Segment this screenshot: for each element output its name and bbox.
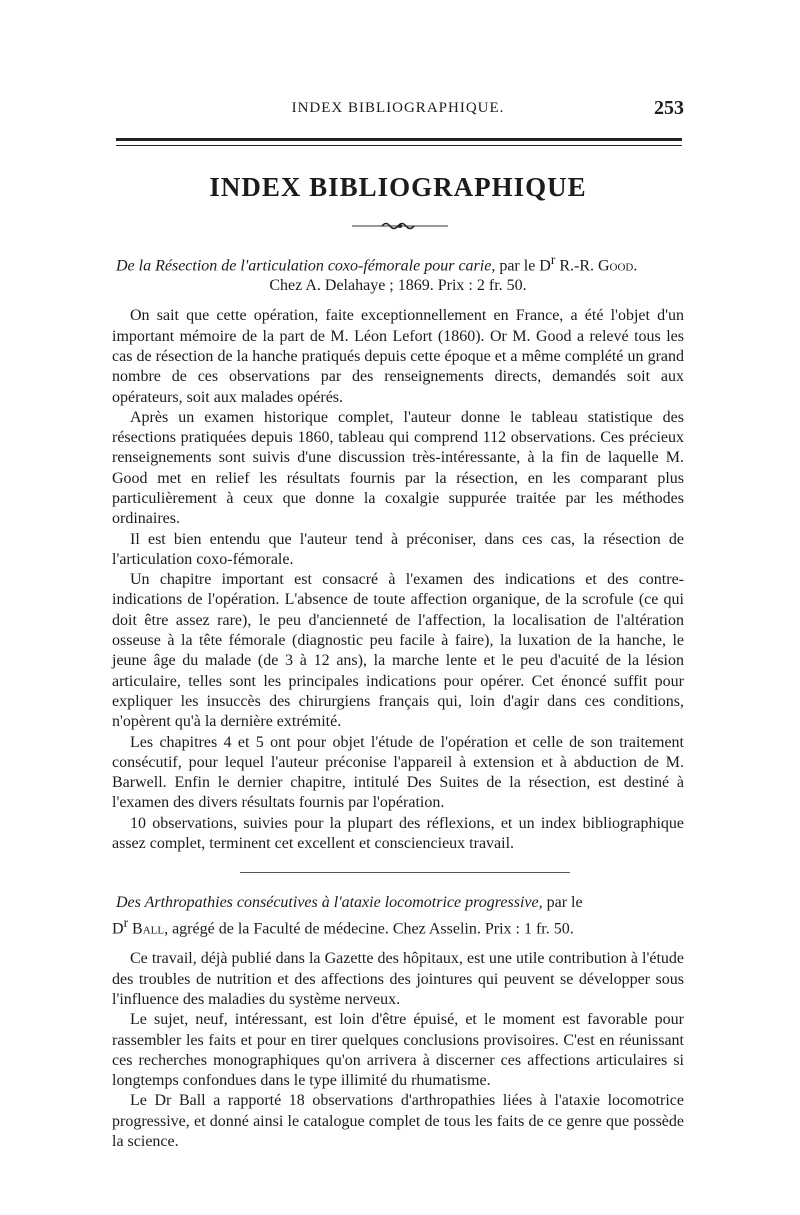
entry-by: par le xyxy=(542,894,583,911)
paragraph: Après un examen historique complet, l'auteur donne le tableau statistique des résections pratiquées depuis 1860, tableau qui comprend 112 observations. Ces précieux renseignements sont suivis d'une discussion très-intéressante, à la fin de laquelle M. Good met en relief les résultats fournis par la résection, en les comparant plus particulièrement à ceux que donne la coxalgie suppurée traitée par les méthodes ordinaires. xyxy=(112,408,684,528)
entry-heading xyxy=(112,250,684,296)
running-head xyxy=(112,97,684,124)
bibliography-entry xyxy=(112,250,684,854)
entry-by: par le D xyxy=(495,257,551,275)
paragraph: 10 observations, suivies pour la plupart des réflexions, et un index bibliographique assez complet, terminent cet excellent et consciencieux travail. xyxy=(112,814,684,853)
paragraph: Un chapitre important est consacré à l'examen des indications et des contre-indications de l'opération. L'absence de toute affection organique, de la scrofule (ce qui doit être assez rare), le peu d'ancienneté de l'affection, la localisation de l'altération osseuse à la tête fémorale (diagnostic peu facile à faire), la luxation de la hanche, le jeune âge du malade (de 3 à 12 ans), la marche lente et le peu d'acuité de la lésion articulaire, telles sont les principales indications pour opérer. Cet énoncé suffit pour expliquer les insuccès des chirurgiens français qui, loin d'agir dans ces conditions, n'opèrent qu'à la dernière extrémité. xyxy=(112,571,684,731)
entry-publisher: Chez A. Delahaye ; 1869. Prix : 2 fr. 50. xyxy=(269,277,527,295)
entry-separator-rule xyxy=(240,872,570,873)
page-title: INDEX BIBLIOGRAPHIQUE xyxy=(209,172,587,202)
paragraph: Il est bien entendu que l'auteur tend à préconiser, dans ces cas, la résection de l'articulation coxo-fémorale. xyxy=(112,530,684,568)
doctor-superscript: r xyxy=(123,915,129,930)
entry-body xyxy=(112,949,684,1152)
entry-title: De la Résection de l'articulation coxo-fémorale pour carie, xyxy=(116,257,496,275)
header-double-rule xyxy=(116,138,682,146)
entry-author: R.-R. Good. xyxy=(555,257,638,275)
doctor-superscript: r xyxy=(550,252,556,267)
entry-author: Ball, xyxy=(128,920,169,938)
page-number: 253 xyxy=(654,97,684,119)
bibliography-entry xyxy=(112,893,684,1152)
paragraph: Le sujet, neuf, intéressant, est loin d'être épuisé, et le moment est favorable pour rassembler les faits et pour en tirer quelques conclusions provisoires. C'est en réunissant ces recherches monographiques qu'on arrivera à discerner ces affections articulaires si longtemps confondues dans le type illimité du rhumatisme. xyxy=(112,1011,684,1090)
paragraph: Ce travail, déjà publié dans la Gazette des hôpitaux, est une utile contribution à l'étude des troubles de nutrition et des affections des jointures qui peuvent se développer sous l'influence des maladies du système nerveux. xyxy=(112,950,684,1008)
entry-title: Des Arthropathies consécutives à l'ataxie locomotrice progressive, xyxy=(116,894,543,911)
entry-publisher: agrégé de la Faculté de médecine. Chez Asselin. Prix : 1 fr. 50. xyxy=(168,920,574,938)
paragraph: Le Dr Ball a rapporté 18 observations d'arthropathies liées à l'ataxie locomotrice progressive, et donné ainsi le catalogue complet de tous les faits de ce genre que possède la science. xyxy=(112,1092,684,1150)
fleuron-ornament xyxy=(352,220,448,232)
entry-heading xyxy=(112,893,684,939)
entry-body xyxy=(112,306,684,854)
entry-doctor: D xyxy=(112,920,124,938)
paragraph: On sait que cette opération, faite exceptionnellement en France, a été l'objet d'un important mémoire de la part de M. Léon Lefort (1860). Or M. Good a relevé tous les cas de résection de la hanche pratiqués depuis cette époque et a même complété un grand nombre de ces observations par des renseignements directs, demandés soit aux opérateurs, soit aux malades opérés. xyxy=(112,307,684,406)
paragraph: Les chapitres 4 et 5 ont pour objet l'étude de l'opération et celle de son traitement consécutif, pour lequel l'auteur préconise l'appareil à extension et à abduction de M. Barwell. Enfin le dernier chapitre, intitulé Des Suites de la résection, est destiné à l'examen des divers résultats fournis par l'opération. xyxy=(112,733,684,812)
running-title: INDEX BIBLIOGRAPHIQUE. xyxy=(291,100,505,116)
